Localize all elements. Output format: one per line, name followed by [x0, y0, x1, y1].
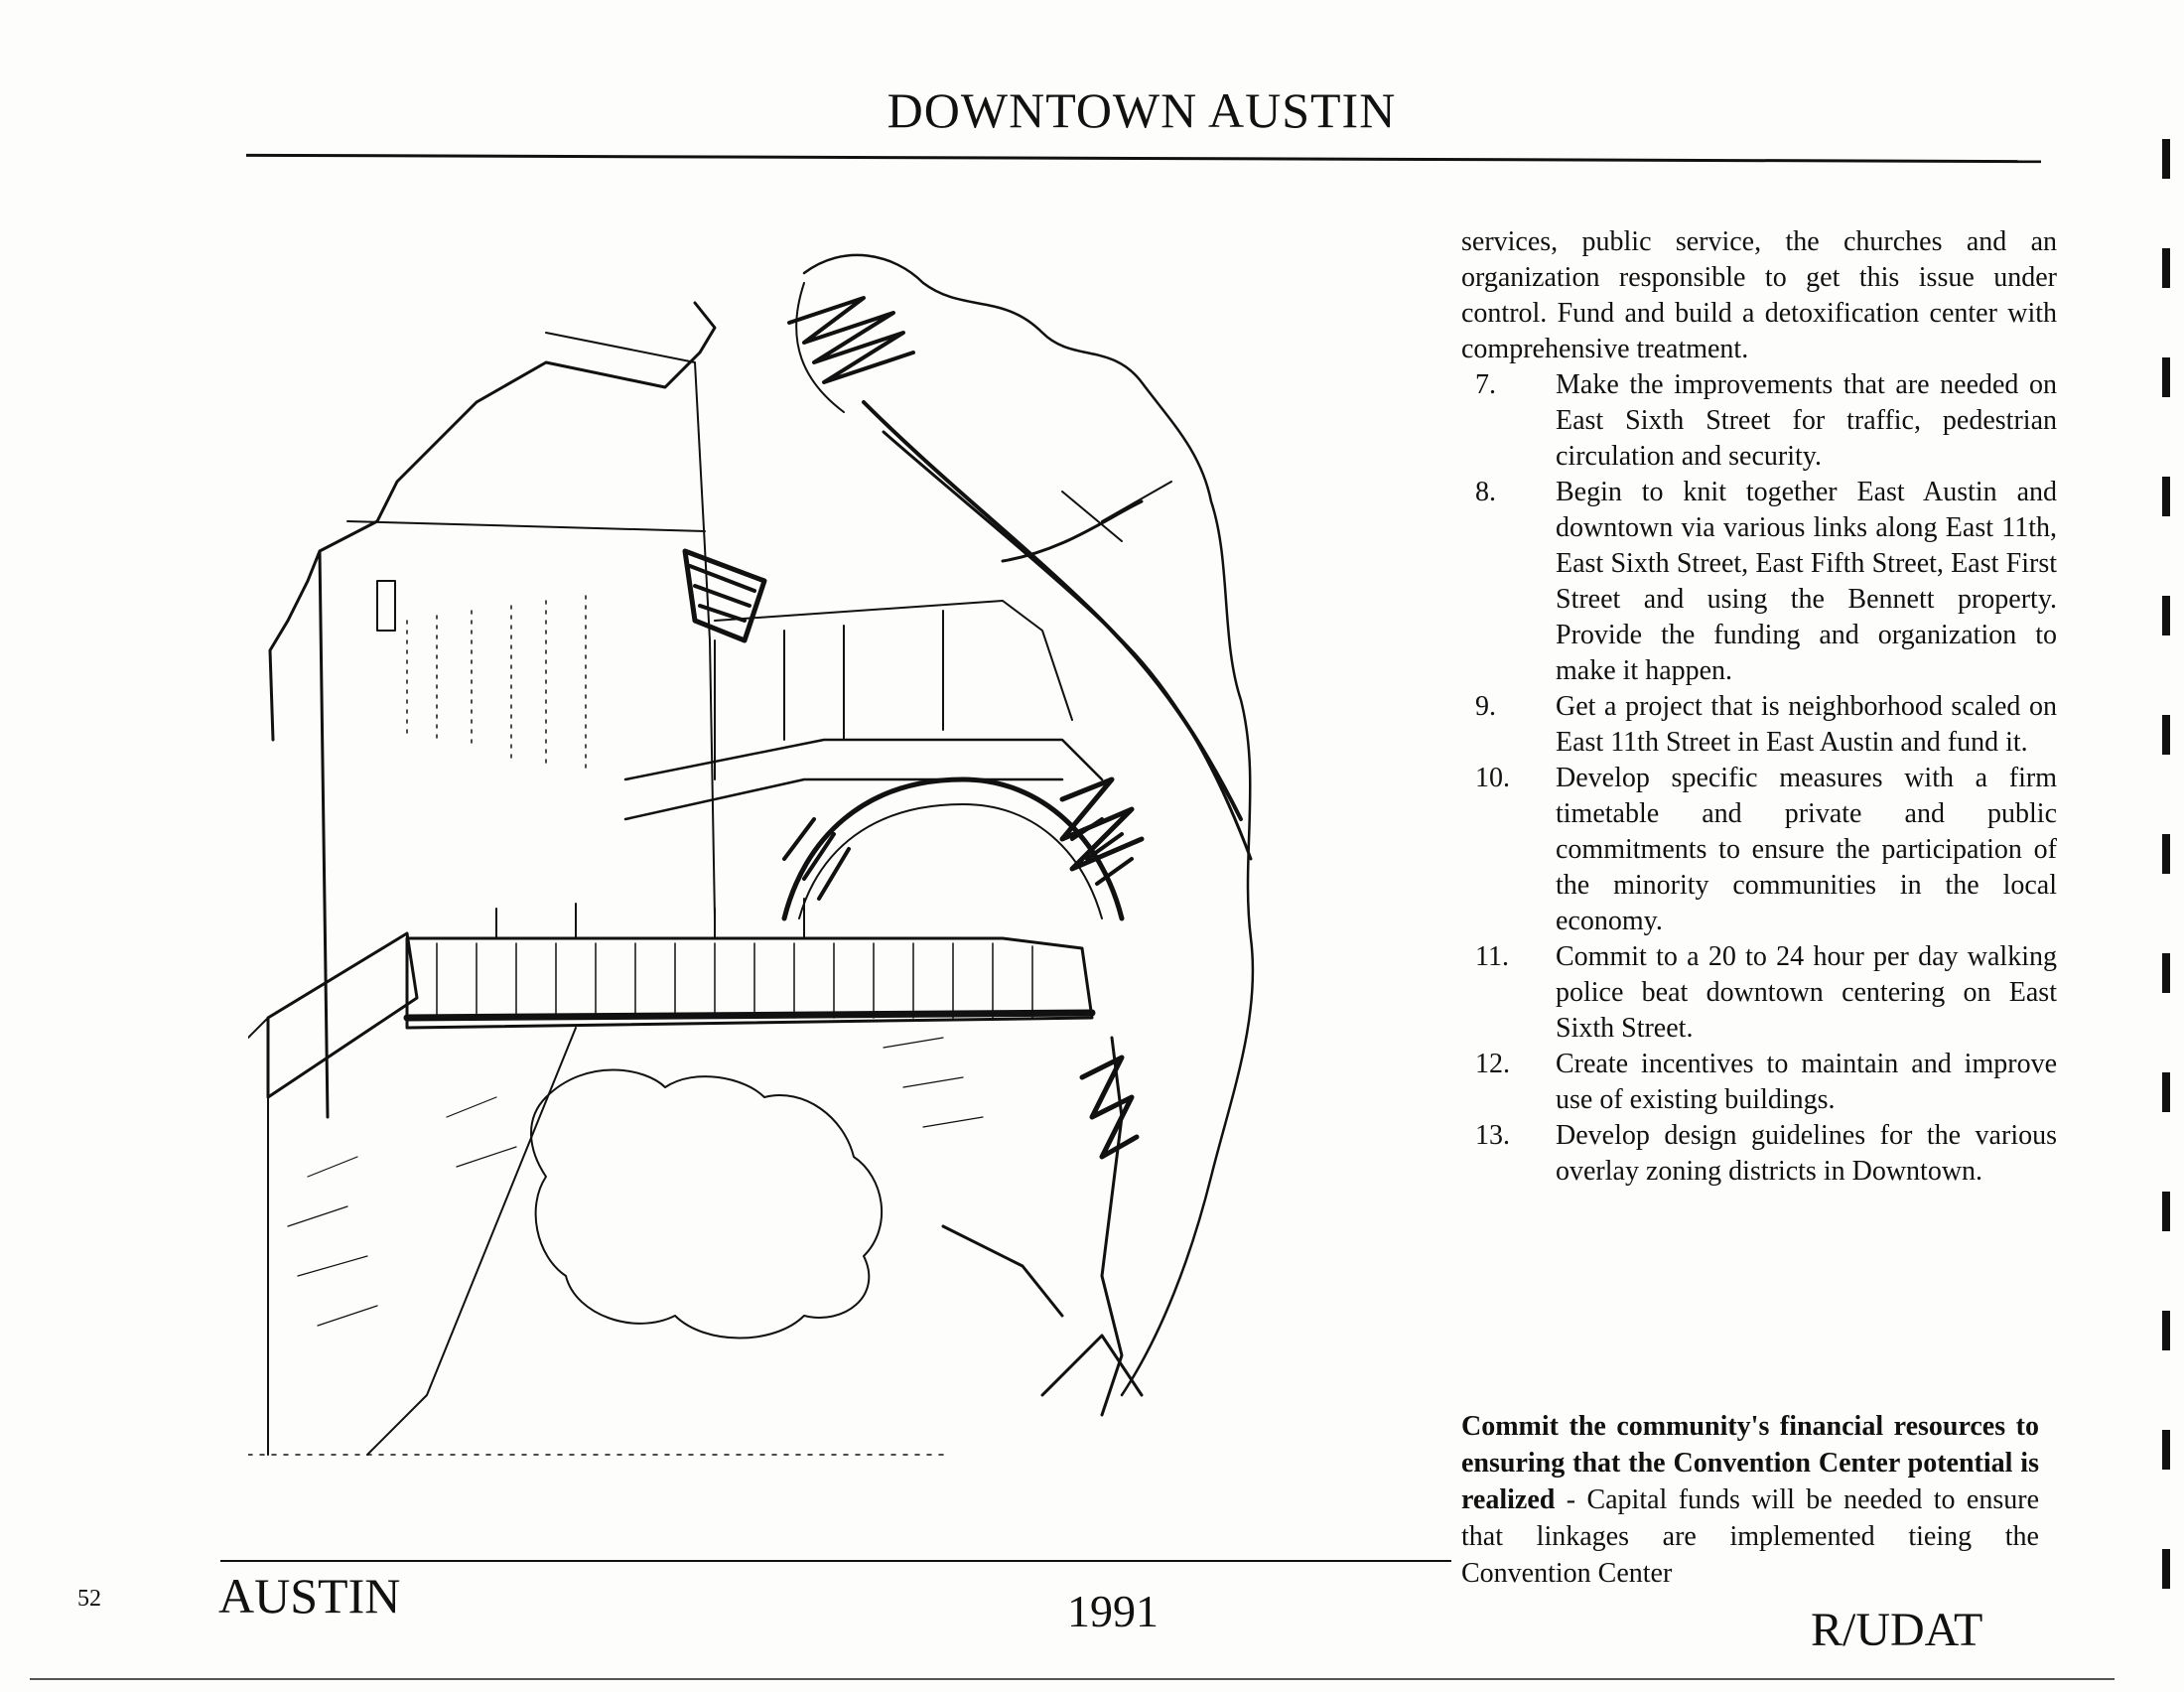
list-item-number: 11.: [1475, 941, 1509, 972]
list-item-number: 8.: [1475, 477, 1496, 507]
footer-year: 1991: [1067, 1586, 1159, 1636]
list-item-text: Begin to knit together East Austin and downtown via various links along East 11th, East Sixth Street, East Fifth Street, East First Street and using the Bennett property. Provide the funding and organization to make it happen.: [1556, 477, 2057, 686]
list-item-text: Get a project that is neighborhood scaled on East 11th Street in East Austin and fund it.: [1556, 691, 2057, 758]
intro-paragraph: services, public service, the churches and an organization responsible to get this issue under control. Fund and build a detoxification center with comprehensive treatment.: [1461, 226, 2057, 364]
bridge-sketch-illustration: [248, 223, 1390, 1465]
closing-lead-bold: Commit the community's financial resources to ensuring that the Convention Center potential is realized: [1461, 1411, 2039, 1515]
list-item-text: Develop specific measures with a firm timetable and private and public commitments to ensure the participation of the minority communities in the local economy.: [1556, 763, 2057, 936]
list-item-number: 13.: [1475, 1120, 1510, 1151]
footer-program: R/UDAT: [1811, 1604, 1983, 1656]
list-item: [1461, 689, 2057, 761]
list-item-text: Commit to a 20 to 24 hour per day walking police beat downtown centering on East Sixth Street.: [1556, 941, 2057, 1044]
text-column: [1461, 224, 2057, 1190]
list-item-number: 12.: [1475, 1049, 1510, 1079]
list-item-text: Create incentives to maintain and improve use of existing buildings.: [1556, 1049, 2057, 1115]
header-rule: [246, 154, 2041, 163]
list-item-text: Develop design guidelines for the various overlay zoning districts in Downtown.: [1556, 1120, 2057, 1187]
list-item: [1461, 939, 2057, 1047]
scan-bottom-edge: [30, 1678, 2115, 1680]
spiral-binding-marks: [2158, 139, 2172, 1668]
list-item: [1461, 367, 2057, 475]
page-title: DOWNTOWN AUSTIN: [887, 82, 1397, 138]
list-item: [1461, 1118, 2057, 1190]
list-item-text: Make the improvements that are needed on East Sixth Street for traffic, pedestrian circulation and security.: [1556, 369, 2057, 472]
recommendation-list: [1461, 367, 2057, 1190]
list-item: [1461, 761, 2057, 939]
footer-city: AUSTIN: [218, 1568, 401, 1623]
list-item-number: 10.: [1475, 763, 1510, 793]
list-item: [1461, 1047, 2057, 1118]
list-item-number: 9.: [1475, 691, 1496, 722]
footer-rule: [220, 1560, 1451, 1562]
list-item: [1461, 475, 2057, 689]
closing-paragraph: [1461, 1408, 2039, 1592]
page-number: 52: [77, 1586, 101, 1612]
closing-rest: - Capital funds will be needed to ensure that linkages are implemented tieing the Convention Center: [1461, 1484, 2039, 1589]
list-item-number: 7.: [1475, 369, 1496, 400]
